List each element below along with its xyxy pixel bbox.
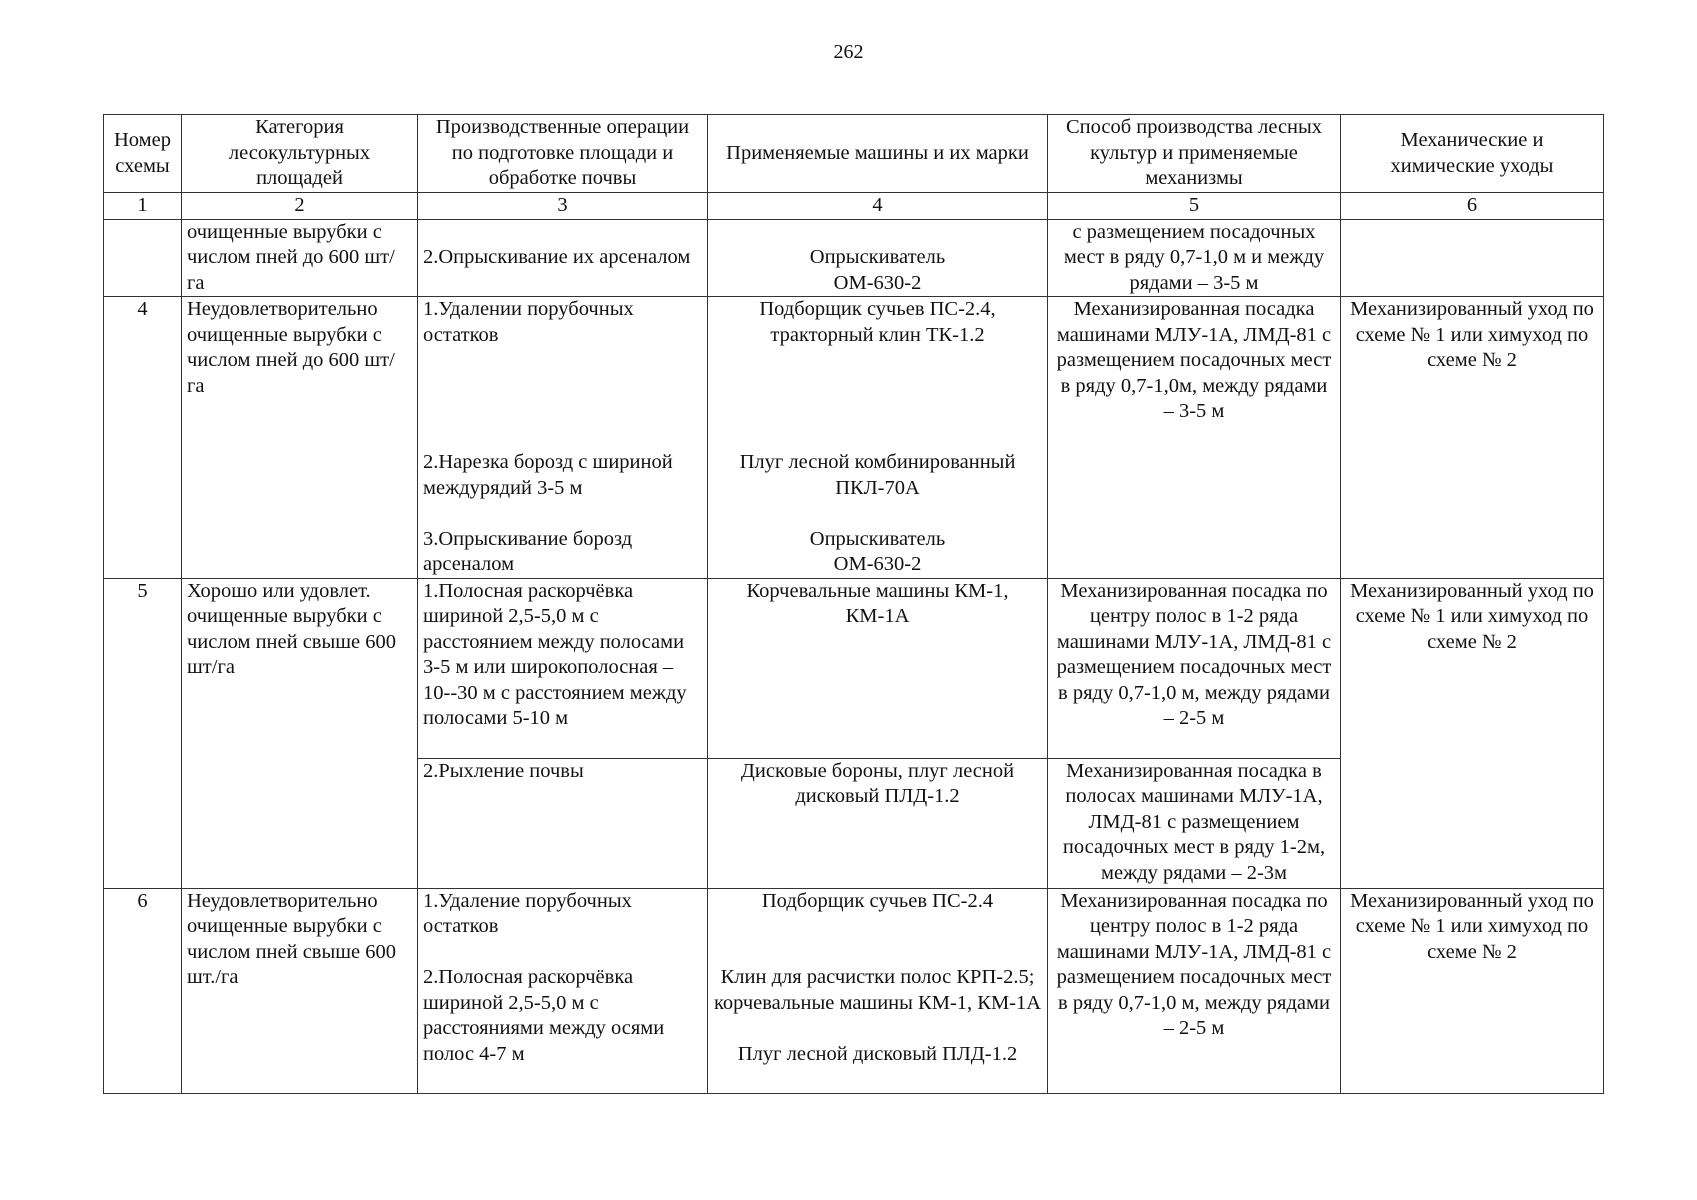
header-machines: Применяемые машины и их марки [708, 115, 1048, 193]
table-row [104, 578, 1604, 758]
method-cell: Механизированная посадка в полосах машинами МЛУ-1А, ЛМД-81 с размещением посадочных мест в ряду 1-2м, между рядами – 2-3м [1048, 758, 1341, 888]
table-row [104, 297, 1604, 579]
column-number: 5 [1048, 193, 1341, 220]
scheme-number-cell [104, 219, 182, 297]
care-cell [1341, 219, 1604, 297]
column-number: 3 [418, 193, 708, 220]
column-number: 6 [1341, 193, 1604, 220]
care-cell: Механизированный уход по схеме № 1 или химуход по схеме № 2 [1341, 578, 1604, 888]
table-row [104, 888, 1604, 1093]
category-cell: очищенные вырубки с числом пней до 600 шт/га [182, 219, 418, 297]
header-scheme-number: Номер схемы [104, 115, 182, 193]
method-cell: Механизированная посадка по центру полос в 1-2 ряда машинами МЛУ-1А, ЛМД-81 с размещением посадочных мест в ряду 0,7-1,0 м, между рядами – 2-5 м [1048, 578, 1341, 758]
scheme-number-cell: 5 [104, 578, 182, 888]
operations-cell: 2.Опрыскивание их арсеналом [418, 219, 708, 297]
category-cell: Неудовлетворительно очищенные вырубки с числом пней свыше 600 шт./га [182, 888, 418, 1093]
category-cell: Неудовлетворительно очищенные вырубки с числом пней до 600 шт/га [182, 297, 418, 579]
scheme-number-cell: 6 [104, 888, 182, 1093]
operations-cell: 2.Рыхление почвы [418, 758, 708, 888]
operations-cell: 1.Удалении порубочных остатков 2.Нарезка борозд с шириной междурядий 3-5 м 3.Опрыскивание борозд арсеналом [418, 297, 708, 579]
category-cell: Хорошо или удовлет. очищенные вырубки с числом пней свыше 600 шт/га [182, 578, 418, 888]
schemes-table [103, 114, 1604, 1094]
column-number: 1 [104, 193, 182, 220]
machines-cell: Подборщик сучьев ПС-2.4, тракторный клин ТК-1.2 Плуг лесной комбинированный ПКЛ-70А Опрыскиватель ОМ-630-2 [708, 297, 1048, 579]
header-category: Категория лесокультурных площадей [182, 115, 418, 193]
operations-cell: 1.Полосная раскорчёвка шириной 2,5-5,0 м с расстоянием между полосами 3-5 м или широкополосная – 10--30 м с расстоянием между полосами 5-10 м [418, 578, 708, 758]
machines-cell: Подборщик сучьев ПС-2.4 Клин для расчистки полос КРП-2.5; корчевальные машины КМ-1, КМ-1А Плуг лесной дисковый ПЛД-1.2 [708, 888, 1048, 1093]
header-operations: Производственные операции по подготовке площади и обработке почвы [418, 115, 708, 193]
machines-cell: Дисковые бороны, плуг лесной дисковый ПЛД-1.2 [708, 758, 1048, 888]
column-number: 4 [708, 193, 1048, 220]
page-number: 262 [833, 41, 864, 63]
column-number: 2 [182, 193, 418, 220]
care-cell: Механизированный уход по схеме № 1 или химуход по схеме № 2 [1341, 888, 1604, 1093]
method-cell: с размещением посадочных мест в ряду 0,7-1,0 м и между рядами – 3-5 м [1048, 219, 1341, 297]
method-cell: Механизированная посадка по центру полос в 1-2 ряда машинами МЛУ-1А, ЛМД-81 с размещением посадочных мест в ряду 0,7-1,0 м, между рядами – 2-5 м [1048, 888, 1341, 1093]
header-row [104, 115, 1604, 193]
header-care: Механические и химические уходы [1341, 115, 1604, 193]
method-cell: Механизированная посадка машинами МЛУ-1А, ЛМД-81 с размещением посадочных мест в ряду 0,7-1,0м, между рядами – 3-5 м [1048, 297, 1341, 579]
machines-cell: Опрыскиватель ОМ-630-2 [708, 219, 1048, 297]
column-number-row [104, 193, 1604, 220]
header-method: Способ производства лесных культур и применяемые механизмы [1048, 115, 1341, 193]
scheme-number-cell: 4 [104, 297, 182, 579]
operations-cell: 1.Удаление порубочных остатков 2.Полосная раскорчёвка шириной 2,5-5,0 м с расстояниями между осями полос 4-7 м [418, 888, 708, 1093]
table-row [104, 219, 1604, 297]
machines-cell: Корчевальные машины КМ-1, КМ-1А [708, 578, 1048, 758]
care-cell: Механизированный уход по схеме № 1 или химуход по схеме № 2 [1341, 297, 1604, 579]
